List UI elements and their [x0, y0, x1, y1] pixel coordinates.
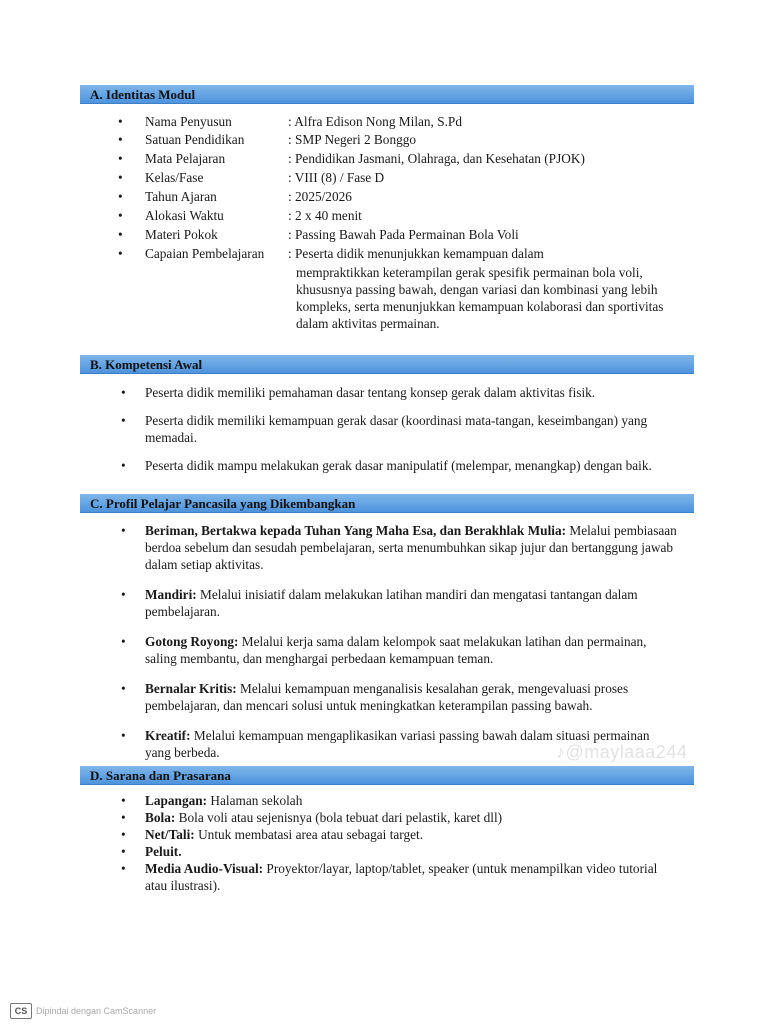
identity-value: : Passing Bawah Pada Permainan Bola Voli — [288, 227, 519, 242]
identity-value: : Peserta didik menunjukkan kemampuan dalam — [288, 246, 544, 261]
item-head: Media Audio-Visual: — [145, 861, 264, 876]
item-head: Mandiri: — [145, 587, 197, 602]
identity-label: Materi Pokok — [145, 227, 218, 242]
scanner-footer-text: Dipindai dengan CamScanner — [36, 1006, 157, 1016]
item-text: Melalui kemampuan mengaplikasikan variasi passing bawah dalam situasi permainan yang berbeda. — [145, 728, 650, 760]
item-text: Melalui kerja sama dalam kelompok saat melakukan latihan dan permainan, saling membantu, dan menghargai perbedaan kemampuan teman. — [145, 634, 647, 666]
list-item — [118, 792, 678, 809]
item-head: Kreatif: — [145, 728, 191, 743]
bullet: • — [118, 246, 123, 261]
item-head: Peluit. — [145, 844, 182, 859]
identity-value: : SMP Negeri 2 Bonggo — [288, 132, 417, 147]
identity-value: : Pendidikan Jasmani, Olahraga, dan Kesehatan (PJOK) — [288, 151, 585, 166]
section-b-header: B. Kompetensi Awal — [80, 355, 694, 374]
list-item — [118, 680, 678, 714]
item-text: Melalui kemampuan menganalisis kesalahan gerak, mengevaluasi proses pembelajaran, dan mencari solusi untuk meningkatkan keterampilan passing bawah. — [145, 681, 629, 713]
item-head: Bernalar Kritis: — [145, 681, 237, 696]
identity-value: : 2025/2026 — [288, 189, 352, 204]
list-item: • Peserta didik memiliki pemahaman dasar tentang konsep gerak dalam aktivitas fisik. — [118, 384, 678, 401]
section-c-header: C. Profil Pelajar Pancasila yang Dikembangkan — [80, 494, 694, 513]
section-d-header: D. Sarana dan Prasarana — [80, 766, 694, 785]
list-item — [118, 522, 678, 573]
identity-label: Tahun Ajaran — [145, 189, 217, 204]
item-head: Gotong Royong: — [145, 634, 239, 649]
tiktok-watermark: ♪@maylaaa244 — [556, 742, 688, 762]
identity-label: Mata Pelajaran — [145, 151, 226, 166]
item-head: Lapangan: — [145, 793, 208, 808]
item-text: Untuk membatasi area atau sebagai target. — [198, 827, 424, 842]
identity-label: Alokasi Waktu — [145, 208, 224, 223]
identity-value: : VIII (8) / Fase D — [288, 170, 385, 185]
camscanner-logo-icon: CS — [10, 1003, 32, 1019]
item-text: Melalui pembiasaan berdoa sebelum dan sesudah pembelajaran, serta menumbuhkan sikap jujur dan bertanggung jawab dalam setiap aktivitas. — [145, 523, 677, 572]
sarana-prasarana-list — [118, 792, 678, 894]
bullet: • — [118, 151, 123, 166]
identity-label: Nama Penyusun — [145, 114, 232, 129]
bullet: • — [118, 227, 123, 242]
item-text: Proyektor/layar, laptop/tablet, speaker (untuk menampilkan video tutorial atau ilustrasi). — [145, 861, 658, 893]
bullet: • — [118, 208, 123, 223]
identity-value: : 2 x 40 menit — [288, 208, 362, 223]
profil-pelajar-list — [118, 522, 678, 761]
identity-value: : Alfra Edison Nong Milan, S.Pd — [288, 114, 462, 129]
list-item: • Peserta didik mampu melakukan gerak dasar manipulatif (melempar, menangkap) dengan baik. — [118, 457, 678, 474]
item-head: Net/Tali: — [145, 827, 195, 842]
item-head: Beriman, Bertakwa kepada Tuhan Yang Maha Esa, dan Berakhlak Mulia: — [145, 523, 567, 538]
capaian-pembelajaran-text: mempraktikkan keterampilan gerak spesifik permainan bola voli, khususnya passing bawah, dengan variasi dan kombinasi yang lebih kompleks, serta menunjukkan kemampuan kolaborasi dan sportivitas dalam aktivitas permainan. — [296, 265, 664, 331]
bullet: • — [118, 132, 123, 147]
identity-label: Satuan Pendidikan — [145, 132, 245, 147]
list-item — [118, 809, 678, 826]
identity-label: Kelas/Fase — [145, 170, 204, 185]
section-a-header: A. Identitas Modul — [80, 85, 694, 104]
list-item — [118, 860, 678, 894]
list-item — [118, 843, 678, 860]
item-text: Melalui inisiatif dalam melakukan latihan mandiri dan mengatasi tantangan dalam pembelajaran. — [145, 587, 638, 619]
bullet: • — [118, 114, 123, 129]
bullet: • — [118, 170, 123, 185]
item-text: Bola voli atau sejenisnya (bola tebuat dari pelastik, karet dll) — [178, 810, 503, 825]
bullet: • — [118, 189, 123, 204]
item-text: Halaman sekolah — [210, 793, 303, 808]
identity-label: Capaian Pembelajaran — [145, 246, 265, 261]
list-item: • Peserta didik memiliki kemampuan gerak dasar (koordinasi mata-tangan, keseimbangan) yang memadai. — [118, 412, 678, 446]
list-item — [118, 826, 678, 843]
list-item — [118, 633, 678, 667]
list-item — [118, 586, 678, 620]
kompetensi-awal-list — [118, 384, 678, 474]
item-head: Bola: — [145, 810, 176, 825]
